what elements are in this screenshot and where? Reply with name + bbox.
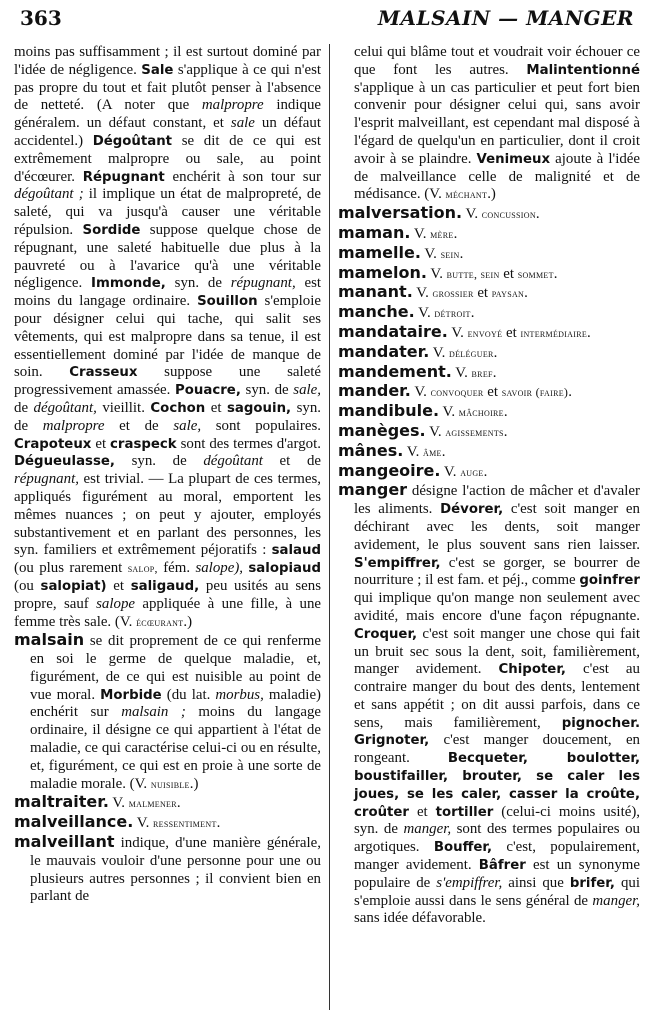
right-column xyxy=(338,44,640,928)
entry-mandater: mandater. V. déléguer. xyxy=(338,341,498,361)
entry-mamelon: mamelon. V. butte, sein et sommet. xyxy=(338,262,558,282)
entry-mandement: mandement. V. bref. xyxy=(338,361,497,381)
entry-malsain: malsain se dit proprement de ce qui renferme en soi le germe de quelque maladie, et, figurément, de ce qui est nuisible au point de vue moral. Morbide (du lat. morbus, maladie) enchérit sur malsain ; moins du langage ordinaire, il désigne ce qui appartient à l'état de maladie, ce qui caractérise celui-ci ou en résulte, et, figurément, ce qui est en proie à une sorte de maladie morale. (V. nuisible.) xyxy=(14,630,322,792)
entry-mandibule: mandibule. V. mâchoire. xyxy=(338,401,508,421)
running-head: MALSAIN — MANGER xyxy=(377,6,634,30)
entry-malveillant: malveillant indique, d'une manière générale, le mauvais vouloir d'une personne pour une ou plusieurs autres personnes ; il convient bien en parlant de xyxy=(14,832,321,905)
left-column xyxy=(14,44,321,906)
sale-paragraph: moins pas suffisamment ; il est surtout dominé par l'idée de négligence. Sale s'applique à ce qui n'est pas propre du tout et fait plutôt penser à l'absence de netteté. (A noter que malpropre indique généralem. un défaut constant, et sale un défaut accidentel.) Dégoûtant se dit de ce qui est extrêmement malpropre ou sale, au point d'écœurer. Répugnant enchérit à son tour sur dégoûtant ; il implique un état de malpropreté, de saleté, qui va jusqu'à causer une véritable répulsion. Sordide suppose quelque chose de répugnant, une saleté habituelle due plus à la pauvreté ou à l'avarice qu'à une véritable négligence. Immonde, syn. de répugnant, est moins du langage ordinaire. Souillon s'emploie pour désigner celui qui tache, qui salit ses vêtements, qui est malpropre dans sa tenue, il est essentiellement dominé par l'idée de manque de soin. Crasseux suppose une saleté progressivement amassée. Pouacre, syn. de sale, de dégoûtant, vieillit. Cochon et sagouin, syn. de malpropre et de sale, sont populaires. Crapoteux et craspeck sont des termes d'argot. Dégueulasse, syn. de dégoûtant et de répugnant, est trivial. — La plupart de ces termes, appliqués figurément au moral, emportent les mêmes nuances ; on peut y ajouter, employés substantivement et en parlant des personnes, les syn. familiers et extrêmement péjoratifs : salaud (ou plus rarement salop, fém. salope), salopiaud (ou salopiat) et saligaud, peu usités au sens propre, sauf salope appliquée à une fille, à une femme très sale. (V. écœurant.) xyxy=(14,44,322,630)
entry-mander: mander. V. convoquer et savoir (faire). xyxy=(338,381,572,401)
entry-mangeoire: mangeoire. V. auge. xyxy=(338,460,488,480)
entry-manger: manger désigne l'action de mâcher et d'avaler les aliments. Dévorer, c'est soit manger en déchirant avec les dents, soit manger avidement, le plus souvent sans rien laisser. S'empiffrer, c'est se gorger, se bourrer de nourriture ; il est fam. et péj., comme goinfrer qui implique qu'on mange non seulement avec avidité, mais encore d'une façon répugnante. Croquer, c'est soit manger une chose qui fait un bruit sec sous la dent, soit, familièrement, manger avidement. Chipoter, c'est au contraire manger du bout des dents, lentement et sans appétit ; on dit aussi parfois, dans ce sens, mais familièrement, pignocher. Grignoter, c'est manger doucement, en rongeant. Becqueter, boulotter, boustifailler, brouter, se caler les joues, se les caler, casser la croûte, croûter et tortiller (celui-ci moins usité), syn. de manger, sont des termes populaires ou argotiques. Bouffer, c'est, populairement, manger avidement. Bâfrer est un synonyme populaire de s'empiffrer, ainsi que brifer, qui s'emploie aussi dans le sens général de manger, sans idée défavorable. xyxy=(338,480,640,927)
short-entries xyxy=(338,204,640,481)
page-header xyxy=(20,6,634,36)
entry-maman: maman. V. mère. xyxy=(338,222,458,242)
entry-manant: manant. V. grossier et paysan. xyxy=(338,282,528,302)
entry-mamelle: mamelle. V. sein. xyxy=(338,242,464,262)
entry-malveillance: malveillance. V. ressentiment. xyxy=(14,812,221,832)
entry-mandataire: mandataire. V. envoyé et intermédiaire. xyxy=(338,321,591,341)
entry-manche: manche. V. détroit. xyxy=(338,302,475,322)
page-number: 363 xyxy=(20,6,62,30)
malveillant-continuation: celui qui blâme tout et voudrait voir échouer ce que font les autres. Malintentionné s'applique à un cas particulier et peut fort bien convenir pour désigner celui qui, sans avoir l'esprit malveillant, est cependant mal disposé à l'égard de quelqu'un en particulier, dont il croit avoir à se plaindre. Venimeux ajoute à l'idée de malveillance celle de malignité et de médisance. (V. méchant.) xyxy=(354,44,641,203)
entry-malversation: malversation. V. concussion. xyxy=(338,203,540,223)
entry-maltraiter: maltraiter. V. malmener. xyxy=(14,792,181,812)
entry-manes: mânes. V. âme. xyxy=(338,440,446,460)
column-divider xyxy=(329,44,330,1010)
entry-maneges: manèges. V. agissements. xyxy=(338,420,508,440)
